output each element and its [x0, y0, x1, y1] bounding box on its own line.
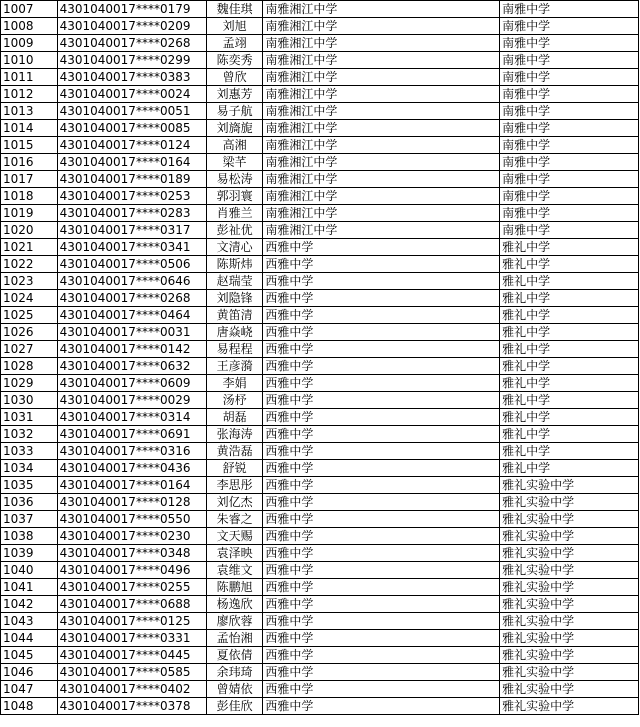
- origin-school-cell: 西雅中学: [263, 375, 500, 392]
- student-id-cell: 4301040017****0383: [57, 69, 206, 86]
- student-name-cell: 唐焱峣: [206, 324, 263, 341]
- student-name-cell: 刘旭: [206, 18, 263, 35]
- student-id-cell: 4301040017****0051: [57, 103, 206, 120]
- origin-school-cell: 西雅中学: [263, 613, 500, 630]
- row-number-cell: 1013: [1, 103, 58, 120]
- row-number-cell: 1017: [1, 171, 58, 188]
- student-name-cell: 夏依倩: [206, 647, 263, 664]
- origin-school-cell: 西雅中学: [263, 443, 500, 460]
- origin-school-cell: 南雅湘江中学: [263, 154, 500, 171]
- origin-school-cell: 西雅中学: [263, 460, 500, 477]
- student-name-cell: 袁维文: [206, 562, 263, 579]
- origin-school-cell: 西雅中学: [263, 511, 500, 528]
- row-number-cell: 1020: [1, 222, 58, 239]
- student-id-cell: 4301040017****0331: [57, 630, 206, 647]
- table-row: [1, 596, 639, 613]
- student-id-cell: 4301040017****0688: [57, 596, 206, 613]
- row-number-cell: 1016: [1, 154, 58, 171]
- admitted-school-cell: 雅礼中学: [500, 290, 639, 307]
- table-row: [1, 205, 639, 222]
- student-id-cell: 4301040017****0031: [57, 324, 206, 341]
- origin-school-cell: 南雅湘江中学: [263, 1, 500, 18]
- table-row: [1, 460, 639, 477]
- row-number-cell: 1010: [1, 52, 58, 69]
- row-number-cell: 1031: [1, 409, 58, 426]
- table-row: [1, 647, 639, 664]
- origin-school-cell: 南雅湘江中学: [263, 205, 500, 222]
- origin-school-cell: 西雅中学: [263, 528, 500, 545]
- student-id-cell: 4301040017****0142: [57, 341, 206, 358]
- table-row: [1, 69, 639, 86]
- student-id-cell: 4301040017****0585: [57, 664, 206, 681]
- student-name-cell: 陈奕秀: [206, 52, 263, 69]
- admitted-school-cell: 雅礼中学: [500, 409, 639, 426]
- row-number-cell: 1007: [1, 1, 58, 18]
- origin-school-cell: 西雅中学: [263, 596, 500, 613]
- row-number-cell: 1029: [1, 375, 58, 392]
- table-row: [1, 1, 639, 18]
- admitted-school-cell: 雅礼实验中学: [500, 494, 639, 511]
- row-number-cell: 1015: [1, 137, 58, 154]
- admitted-school-cell: 雅礼中学: [500, 341, 639, 358]
- admitted-school-cell: 雅礼实验中学: [500, 681, 639, 698]
- admitted-school-cell: 雅礼实验中学: [500, 511, 639, 528]
- origin-school-cell: 西雅中学: [263, 341, 500, 358]
- admitted-school-cell: 雅礼实验中学: [500, 579, 639, 596]
- admitted-school-cell: 雅礼实验中学: [500, 562, 639, 579]
- table-row: [1, 120, 639, 137]
- table-row: [1, 188, 639, 205]
- table-row: [1, 324, 639, 341]
- row-number-cell: 1030: [1, 392, 58, 409]
- table-row: [1, 341, 639, 358]
- row-number-cell: 1037: [1, 511, 58, 528]
- table-row: [1, 579, 639, 596]
- table-row: [1, 443, 639, 460]
- student-id-cell: 4301040017****0209: [57, 18, 206, 35]
- student-id-cell: 4301040017****0550: [57, 511, 206, 528]
- row-number-cell: 1012: [1, 86, 58, 103]
- row-number-cell: 1035: [1, 477, 58, 494]
- student-name-cell: 文天赐: [206, 528, 263, 545]
- table-row: [1, 426, 639, 443]
- admitted-school-cell: 南雅中学: [500, 205, 639, 222]
- origin-school-cell: 西雅中学: [263, 545, 500, 562]
- origin-school-cell: 西雅中学: [263, 409, 500, 426]
- admitted-school-cell: 雅礼中学: [500, 358, 639, 375]
- admitted-school-cell: 雅礼实验中学: [500, 664, 639, 681]
- table-row: [1, 307, 639, 324]
- student-id-cell: 4301040017****0125: [57, 613, 206, 630]
- student-id-cell: 4301040017****0268: [57, 290, 206, 307]
- origin-school-cell: 西雅中学: [263, 681, 500, 698]
- student-name-cell: 梁芊: [206, 154, 263, 171]
- origin-school-cell: 南雅湘江中学: [263, 52, 500, 69]
- admitted-school-cell: 雅礼实验中学: [500, 477, 639, 494]
- origin-school-cell: 西雅中学: [263, 239, 500, 256]
- origin-school-cell: 南雅湘江中学: [263, 171, 500, 188]
- student-id-cell: 4301040017****0164: [57, 477, 206, 494]
- row-number-cell: 1019: [1, 205, 58, 222]
- admitted-school-cell: 南雅中学: [500, 69, 639, 86]
- student-name-cell: 陈斯炜: [206, 256, 263, 273]
- table-row: [1, 630, 639, 647]
- student-name-cell: 汤杼: [206, 392, 263, 409]
- table-row: [1, 409, 639, 426]
- admitted-school-cell: 雅礼实验中学: [500, 545, 639, 562]
- row-number-cell: 1033: [1, 443, 58, 460]
- row-number-cell: 1027: [1, 341, 58, 358]
- student-name-cell: 刘旖旎: [206, 120, 263, 137]
- row-number-cell: 1048: [1, 698, 58, 715]
- student-name-cell: 肖雅兰: [206, 205, 263, 222]
- table-row: [1, 256, 639, 273]
- origin-school-cell: 西雅中学: [263, 630, 500, 647]
- origin-school-cell: 西雅中学: [263, 307, 500, 324]
- student-id-cell: 4301040017****0317: [57, 222, 206, 239]
- origin-school-cell: 西雅中学: [263, 426, 500, 443]
- table-row: [1, 613, 639, 630]
- row-number-cell: 1043: [1, 613, 58, 630]
- row-number-cell: 1009: [1, 35, 58, 52]
- admitted-school-cell: 南雅中学: [500, 1, 639, 18]
- student-id-cell: 4301040017****0316: [57, 443, 206, 460]
- student-name-cell: 高湘: [206, 137, 263, 154]
- table-body: [1, 1, 639, 715]
- student-id-cell: 4301040017****0691: [57, 426, 206, 443]
- admitted-school-cell: 南雅中学: [500, 86, 639, 103]
- origin-school-cell: 西雅中学: [263, 392, 500, 409]
- student-name-cell: 胡磊: [206, 409, 263, 426]
- origin-school-cell: 西雅中学: [263, 324, 500, 341]
- admitted-school-cell: 雅礼中学: [500, 392, 639, 409]
- admitted-school-cell: 雅礼中学: [500, 443, 639, 460]
- origin-school-cell: 南雅湘江中学: [263, 188, 500, 205]
- row-number-cell: 1028: [1, 358, 58, 375]
- student-id-cell: 4301040017****0341: [57, 239, 206, 256]
- student-name-cell: 黄笛清: [206, 307, 263, 324]
- table-row: [1, 222, 639, 239]
- origin-school-cell: 西雅中学: [263, 698, 500, 715]
- admitted-school-cell: 雅礼实验中学: [500, 596, 639, 613]
- row-number-cell: 1040: [1, 562, 58, 579]
- student-id-cell: 4301040017****0179: [57, 1, 206, 18]
- table-row: [1, 494, 639, 511]
- student-name-cell: 刘隐锋: [206, 290, 263, 307]
- student-name-cell: 陈鹏旭: [206, 579, 263, 596]
- row-number-cell: 1023: [1, 273, 58, 290]
- student-id-cell: 4301040017****0348: [57, 545, 206, 562]
- origin-school-cell: 南雅湘江中学: [263, 120, 500, 137]
- origin-school-cell: 西雅中学: [263, 256, 500, 273]
- table-row: [1, 511, 639, 528]
- table-row: [1, 477, 639, 494]
- student-name-cell: 易程程: [206, 341, 263, 358]
- student-name-cell: 赵瑞莹: [206, 273, 263, 290]
- admitted-school-cell: 雅礼中学: [500, 324, 639, 341]
- student-id-cell: 4301040017****0378: [57, 698, 206, 715]
- row-number-cell: 1025: [1, 307, 58, 324]
- row-number-cell: 1038: [1, 528, 58, 545]
- admitted-school-cell: 雅礼实验中学: [500, 613, 639, 630]
- student-id-cell: 4301040017****0128: [57, 494, 206, 511]
- table-row: [1, 86, 639, 103]
- student-name-cell: 袁泽映: [206, 545, 263, 562]
- table-row: [1, 239, 639, 256]
- student-name-cell: 彭佳欣: [206, 698, 263, 715]
- admitted-school-cell: 雅礼实验中学: [500, 698, 639, 715]
- row-number-cell: 1032: [1, 426, 58, 443]
- student-id-cell: 4301040017****0402: [57, 681, 206, 698]
- student-id-cell: 4301040017****0029: [57, 392, 206, 409]
- admitted-school-cell: 雅礼中学: [500, 256, 639, 273]
- table-row: [1, 171, 639, 188]
- row-number-cell: 1026: [1, 324, 58, 341]
- student-id-cell: 4301040017****0632: [57, 358, 206, 375]
- admitted-school-cell: 南雅中学: [500, 188, 639, 205]
- student-id-cell: 4301040017****0445: [57, 647, 206, 664]
- admitted-school-cell: 雅礼实验中学: [500, 528, 639, 545]
- student-name-cell: 彭祉优: [206, 222, 263, 239]
- student-name-cell: 郭羽寰: [206, 188, 263, 205]
- row-number-cell: 1018: [1, 188, 58, 205]
- origin-school-cell: 西雅中学: [263, 579, 500, 596]
- student-name-cell: 廖欣蓉: [206, 613, 263, 630]
- admitted-school-cell: 雅礼中学: [500, 273, 639, 290]
- student-name-cell: 李娟: [206, 375, 263, 392]
- table-row: [1, 273, 639, 290]
- table-row: [1, 562, 639, 579]
- admitted-school-cell: 南雅中学: [500, 103, 639, 120]
- table-row: [1, 18, 639, 35]
- student-name-cell: 文清心: [206, 239, 263, 256]
- origin-school-cell: 南雅湘江中学: [263, 103, 500, 120]
- student-id-cell: 4301040017****0255: [57, 579, 206, 596]
- admitted-school-cell: 雅礼实验中学: [500, 630, 639, 647]
- student-id-cell: 4301040017****0299: [57, 52, 206, 69]
- student-id-cell: 4301040017****0230: [57, 528, 206, 545]
- origin-school-cell: 西雅中学: [263, 647, 500, 664]
- table-row: [1, 681, 639, 698]
- admitted-school-cell: 南雅中学: [500, 222, 639, 239]
- admitted-school-cell: 雅礼中学: [500, 460, 639, 477]
- admitted-school-cell: 南雅中学: [500, 52, 639, 69]
- student-name-cell: 王彦漪: [206, 358, 263, 375]
- table-row: [1, 375, 639, 392]
- admitted-school-cell: 雅礼中学: [500, 307, 639, 324]
- admitted-school-cell: 南雅中学: [500, 154, 639, 171]
- row-number-cell: 1014: [1, 120, 58, 137]
- row-number-cell: 1044: [1, 630, 58, 647]
- origin-school-cell: 西雅中学: [263, 477, 500, 494]
- student-name-cell: 孟怡湘: [206, 630, 263, 647]
- table-row: [1, 664, 639, 681]
- origin-school-cell: 西雅中学: [263, 273, 500, 290]
- table-row: [1, 35, 639, 52]
- student-id-cell: 4301040017****0464: [57, 307, 206, 324]
- student-id-cell: 4301040017****0609: [57, 375, 206, 392]
- admitted-school-cell: 雅礼实验中学: [500, 647, 639, 664]
- origin-school-cell: 南雅湘江中学: [263, 35, 500, 52]
- admitted-school-cell: 雅礼中学: [500, 426, 639, 443]
- table-row: [1, 103, 639, 120]
- student-name-cell: 舒锐: [206, 460, 263, 477]
- student-id-cell: 4301040017****0506: [57, 256, 206, 273]
- admitted-school-cell: 雅礼中学: [500, 239, 639, 256]
- admitted-school-cell: 南雅中学: [500, 120, 639, 137]
- origin-school-cell: 西雅中学: [263, 664, 500, 681]
- student-name-cell: 孟翊: [206, 35, 263, 52]
- origin-school-cell: 南雅湘江中学: [263, 86, 500, 103]
- origin-school-cell: 西雅中学: [263, 494, 500, 511]
- table-row: [1, 154, 639, 171]
- student-id-cell: 4301040017****0124: [57, 137, 206, 154]
- table-row: [1, 392, 639, 409]
- student-id-cell: 4301040017****0646: [57, 273, 206, 290]
- student-id-cell: 4301040017****0024: [57, 86, 206, 103]
- student-name-cell: 刘惠芳: [206, 86, 263, 103]
- row-number-cell: 1024: [1, 290, 58, 307]
- student-id-cell: 4301040017****0085: [57, 120, 206, 137]
- table-row: [1, 52, 639, 69]
- origin-school-cell: 西雅中学: [263, 562, 500, 579]
- row-number-cell: 1046: [1, 664, 58, 681]
- origin-school-cell: 西雅中学: [263, 358, 500, 375]
- table-row: [1, 290, 639, 307]
- student-id-cell: 4301040017****0189: [57, 171, 206, 188]
- admitted-school-cell: 南雅中学: [500, 18, 639, 35]
- row-number-cell: 1042: [1, 596, 58, 613]
- row-number-cell: 1041: [1, 579, 58, 596]
- student-name-cell: 刘亿杰: [206, 494, 263, 511]
- row-number-cell: 1039: [1, 545, 58, 562]
- student-id-cell: 4301040017****0314: [57, 409, 206, 426]
- row-number-cell: 1034: [1, 460, 58, 477]
- table-row: [1, 698, 639, 715]
- admitted-school-cell: 南雅中学: [500, 171, 639, 188]
- admitted-school-cell: 雅礼中学: [500, 375, 639, 392]
- row-number-cell: 1036: [1, 494, 58, 511]
- row-number-cell: 1045: [1, 647, 58, 664]
- origin-school-cell: 南雅湘江中学: [263, 69, 500, 86]
- row-number-cell: 1008: [1, 18, 58, 35]
- student-id-cell: 4301040017****0253: [57, 188, 206, 205]
- origin-school-cell: 南雅湘江中学: [263, 222, 500, 239]
- student-name-cell: 余玮琦: [206, 664, 263, 681]
- row-number-cell: 1021: [1, 239, 58, 256]
- student-name-cell: 张海涛: [206, 426, 263, 443]
- student-name-cell: 易子航: [206, 103, 263, 120]
- student-name-cell: 李思彤: [206, 477, 263, 494]
- student-name-cell: 杨逸欣: [206, 596, 263, 613]
- origin-school-cell: 南雅湘江中学: [263, 137, 500, 154]
- row-number-cell: 1047: [1, 681, 58, 698]
- student-name-cell: 曾欣: [206, 69, 263, 86]
- origin-school-cell: 南雅湘江中学: [263, 18, 500, 35]
- row-number-cell: 1011: [1, 69, 58, 86]
- student-name-cell: 魏佳琪: [206, 1, 263, 18]
- table-row: [1, 528, 639, 545]
- student-name-cell: 易松涛: [206, 171, 263, 188]
- admitted-school-cell: 南雅中学: [500, 35, 639, 52]
- student-id-cell: 4301040017****0164: [57, 154, 206, 171]
- student-id-cell: 4301040017****0496: [57, 562, 206, 579]
- student-name-cell: 曾婧依: [206, 681, 263, 698]
- origin-school-cell: 西雅中学: [263, 290, 500, 307]
- student-name-cell: 朱睿之: [206, 511, 263, 528]
- table-row: [1, 545, 639, 562]
- table-row: [1, 358, 639, 375]
- admitted-school-cell: 南雅中学: [500, 137, 639, 154]
- student-name-cell: 黄浩磊: [206, 443, 263, 460]
- student-id-cell: 4301040017****0436: [57, 460, 206, 477]
- table-row: [1, 137, 639, 154]
- student-id-cell: 4301040017****0268: [57, 35, 206, 52]
- row-number-cell: 1022: [1, 256, 58, 273]
- student-id-cell: 4301040017****0283: [57, 205, 206, 222]
